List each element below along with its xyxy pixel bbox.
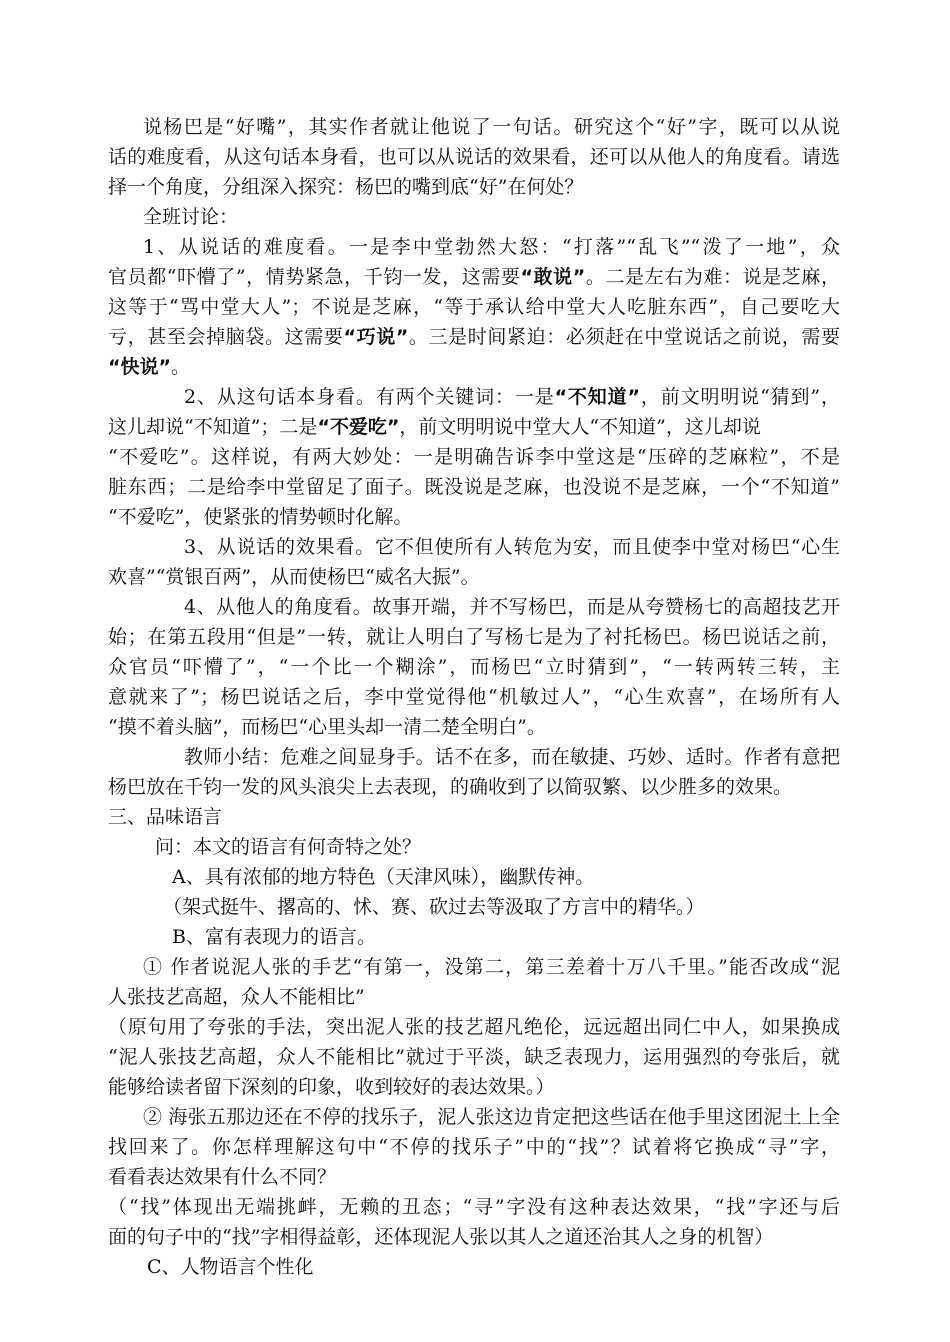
item-1-answer-line: 能够给读者留下深刻的印象，收到较好的表达效果。） — [108, 1076, 555, 1098]
section-1-line: 亏，甚至会掉脑袋。这需要“巧说”。三是时间紧迫：必须赶在中堂说话之前说，需要 — [108, 326, 840, 348]
item-1-answer-line: “泥人张技艺高超，众人不能相比”就过于平淡，缺乏表现力，运用强烈的夸张后，就 — [108, 1046, 840, 1068]
item-1-line: ① 作者说泥人张的手艺“有第一，没第二，第三差着十万八千里。”能否改成“泥 — [143, 956, 840, 978]
section-2-line: “不爱吃”，使紧张的情势顿时化解。 — [108, 506, 413, 528]
section-2-line: 脏东西；二是给李中堂留足了面子。既没说是芝麻，也没说不是芝麻，一个“不知道” — [108, 476, 840, 498]
section-2-line: 2、从这句话本身看。有两个关键词：一是“不知道”，前文明明说“猜到”， — [184, 386, 840, 408]
discussion-heading: 全班讨论： — [143, 206, 239, 228]
section-3-line: 3、从说话的效果看。它不但使所有人转危为安，而且使李中堂对杨巴“心生 — [184, 536, 840, 558]
item-2-line: 找回来了。你怎样理解这句中“不停的找乐子”中的“找”？试着将它换成“寻”字， — [108, 1136, 840, 1158]
section-1-line: 1、从说话的难度看。一是李中堂勃然大怒：“打落”“乱飞”“泼了一地”，众 — [143, 236, 840, 258]
section-1-line: 这等于“骂中堂大人”；不说是芝麻，“等于承认给中堂大人吃脏东西”，自己要吃大 — [108, 296, 840, 318]
point-c: C、人物语言个性化 — [147, 1256, 314, 1278]
teacher-summary-line: 教师小结：危难之间显身手。话不在多，而在敏捷、巧妙、适时。作者有意把 — [184, 746, 840, 768]
emphasis-clever-speech: “巧说” — [343, 326, 409, 348]
item-1-line: 人张技艺高超，众人不能相比” — [108, 986, 365, 1008]
paragraph-line: 择一个角度，分组深入探究：杨巴的嘴到底“好”在何处？ — [108, 176, 584, 198]
item-1-answer-line: （原句用了夸张的手法，突出泥人张的技艺超凡绝伦，远远超出同仁中人，如果换成 — [108, 1016, 840, 1038]
section-4-line: 众官员“吓懵了”，“一个比一个糊涂”，而杨巴“立时猜到”，“一转两转三转，主 — [108, 656, 840, 678]
section-1-line: “快说”。 — [108, 356, 190, 378]
section-2-line: “不爱吃”。这样说，有两大妙处：一是明确告诉李中堂这是“压碎的芝麻粒”，不是 — [108, 446, 840, 468]
point-b: B、富有表现力的语言。 — [172, 926, 376, 948]
emphasis-dont-like: “不爱吃” — [317, 416, 400, 438]
paragraph-line: 话的难度看，从这句话本身看，也可以从说话的效果看，还可以从他人的角度看。请选 — [108, 146, 840, 168]
point-a: A、具有浓郁的地方特色（天津风味），幽默传神。 — [172, 866, 595, 888]
item-2-answer-line: 面的句子中的“找”字相得益彰，还体现泥人张以其人之道还治其人之身的机智） — [108, 1226, 774, 1248]
item-2-answer-line: （“找”体现出无端挑衅，无赖的丑态；“寻”字没有这种表达效果，“找”字还与后 — [108, 1196, 840, 1218]
section-4-line: 意就来了”；杨巴说话之后，李中堂觉得他“机敏过人”，“心生欢喜”，在场所有人 — [108, 686, 840, 708]
section-4-line: “摸不着头脑”，而杨巴“心里头却一清二楚全明白”。 — [108, 716, 546, 738]
question-line: 问：本文的语言有何奇特之处？ — [155, 836, 422, 858]
section-4-line: 始；在第五段用“但是”一转，就让人明白了写杨七是为了衬托杨巴。杨巴说话之前， — [108, 626, 840, 648]
teacher-summary-line: 杨巴放在千钧一发的风头浪尖上去表现，的确收到了以简驭繁、以少胜多的效果。 — [108, 776, 793, 798]
section-2-line: 这儿却说“不知道”；二是“不爱吃”，前文明明说中堂大人“不知道”，这儿却说 — [108, 416, 761, 438]
item-2-line: 看看表达效果有什么不同？ — [108, 1166, 337, 1188]
section-4-line: 4、从他人的角度看。故事开端，并不写杨巴，而是从夸赞杨七的高超技艺开 — [184, 596, 840, 618]
point-a-note: （架式挺牛、撂高的、怵、赛、砍过去等汲取了方言中的精华。） — [163, 896, 705, 918]
section-1-line: 官员都“吓懵了”，情势紧急，千钧一发，这需要“敢说”。二是左右为难：说是芝麻， — [108, 266, 840, 288]
section-heading: 三、品味语言 — [108, 806, 223, 828]
emphasis-quick-speech: “快说” — [108, 356, 171, 378]
item-2-line: ② 海张五那边还在不停的找乐子，泥人张这边肯定把这些话在他手里这团泥土上全 — [143, 1106, 840, 1128]
paragraph-line: 说杨巴是“好嘴”，其实作者就让他说了一句话。研究这个“好”字，既可以从说 — [143, 116, 840, 138]
section-3-line: 欢喜”“赏银百两”，从而使杨巴“威名大振”。 — [108, 566, 480, 588]
emphasis-dont-know: “不知道” — [554, 386, 641, 408]
emphasis-dare-to-speak: “敢说” — [520, 266, 586, 288]
